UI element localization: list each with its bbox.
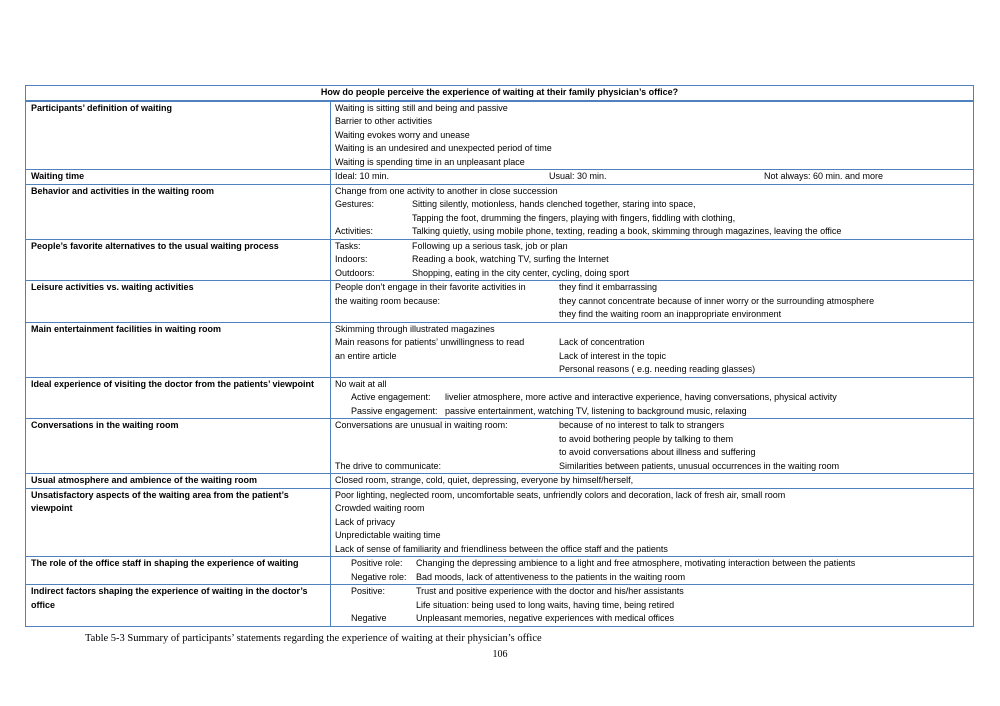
cell-text: an entire article xyxy=(335,350,397,361)
cell-text: Tapping the foot, drumming the fingers, playing with fingers, fiddling with clothing, xyxy=(412,212,736,223)
cell-text: Personal reasons ( e.g. needing reading glasses) xyxy=(559,364,756,374)
cell-text: No wait at all xyxy=(335,378,387,389)
table-row-alternatives xyxy=(26,239,973,281)
two-column-block xyxy=(335,281,969,322)
cell-text: they cannot concentrate because of inner worry or the surrounding atmosphere xyxy=(559,295,875,306)
cell-text: Life situation: being used to long waits, having time, being retired xyxy=(416,599,675,610)
sub-label: Negative role: xyxy=(351,571,407,582)
cell-text: Crowded waiting room xyxy=(335,503,425,513)
cell-line xyxy=(335,212,969,226)
row-content xyxy=(331,474,973,488)
cell-text: Usual: 30 min. xyxy=(549,171,607,181)
sub-label: Tasks: xyxy=(335,240,361,251)
cell-line xyxy=(335,571,969,585)
row-content xyxy=(331,585,973,626)
cell-line xyxy=(335,253,969,267)
right-subcolumn xyxy=(559,419,969,460)
summary-table xyxy=(25,85,974,627)
row-content xyxy=(331,489,973,557)
cell-text: to avoid conversations about illness and suffering xyxy=(559,447,756,457)
table-row-staff-role xyxy=(26,556,973,584)
cell-text: Similarities between patients, unusual occurrences in the waiting room xyxy=(559,460,840,471)
cell-text: Change from one activity to another in close succession xyxy=(335,185,558,196)
cell-line xyxy=(335,612,969,626)
row-label: Ideal experience of visiting the doctor from the patients’ viewpoint xyxy=(26,378,331,419)
cell-line xyxy=(335,599,969,613)
sub-label: Indoors: xyxy=(335,254,368,264)
cell-text: The drive to communicate: xyxy=(335,460,442,471)
sub-label: Gestures: xyxy=(335,199,375,209)
cell-text: because of no interest to talk to strangers xyxy=(559,420,725,430)
row-label: Behavior and activities in the waiting room xyxy=(26,185,331,239)
sub-label: Outdoors: xyxy=(335,267,375,278)
cell-text: Lack of concentration xyxy=(559,337,645,347)
row-content xyxy=(331,323,973,377)
sub-label: Negative xyxy=(351,613,387,623)
cell-text: Skimming through illustrated magazines xyxy=(335,323,495,334)
row-content xyxy=(331,102,973,170)
table-row-unsatisfactory xyxy=(26,488,973,557)
row-content xyxy=(331,170,973,184)
two-column-block xyxy=(335,460,969,474)
table-row-definition xyxy=(26,101,973,170)
row-content xyxy=(331,557,973,584)
cell-line xyxy=(335,557,969,571)
table-row-ideal-experience xyxy=(26,377,973,419)
row-content xyxy=(331,281,973,322)
table-header-row xyxy=(26,86,973,101)
cell-text: Waiting is sitting still and being and passive xyxy=(335,102,508,113)
table-row-leisure xyxy=(26,280,973,322)
cell-text: Changing the depressing ambience to a light and free atmosphere, motivating interaction between the patients xyxy=(416,558,856,568)
row-label: Leisure activities vs. waiting activities xyxy=(26,281,331,322)
cell-line xyxy=(335,585,969,599)
row-label: Main entertainment facilities in waiting room xyxy=(26,323,331,377)
table-row-waiting-time xyxy=(26,169,973,184)
cell-text: Sitting silently, motionless, hands clenched together, staring into space, xyxy=(412,199,696,209)
row-label: Usual atmosphere and ambience of the waiting room xyxy=(26,474,331,488)
sub-label: Active engagement: xyxy=(351,392,431,402)
cell-text: Ideal: 10 min. xyxy=(335,171,390,181)
cell-text: Main reasons for patients’ unwillingness to read xyxy=(335,337,525,347)
table-row-atmosphere xyxy=(26,473,973,488)
right-subcolumn xyxy=(559,281,969,322)
left-subcolumn xyxy=(335,281,559,322)
cell-line xyxy=(335,391,969,405)
cell-text: livelier atmosphere, more active and interactive experience, having conversations, physical activity xyxy=(445,392,837,402)
cell-text: Poor lighting, neglected room, uncomfortable seats, unfriendly colors and decoration, lack of fresh air, small room xyxy=(335,489,786,500)
cell-text: to avoid bothering people by talking to them xyxy=(559,433,734,444)
cell-text: Following up a serious task, job or plan xyxy=(412,240,568,251)
cell-text: the waiting room because: xyxy=(335,295,441,306)
cell-text: passive entertainment, watching TV, listening to background music, relaxing xyxy=(445,405,747,416)
left-subcolumn xyxy=(335,419,559,460)
two-column-block xyxy=(335,419,969,460)
sub-label: Positive role: xyxy=(351,558,403,568)
table-title: How do people perceive the experience of waiting at their family physician’s office? xyxy=(320,87,679,97)
cell-text: Shopping, eating in the city center, cycling, doing sport xyxy=(412,267,630,278)
sub-label-spacer xyxy=(351,599,416,613)
left-subcolumn xyxy=(335,460,559,474)
cell-line xyxy=(335,170,969,184)
cell-text: they find the waiting room an inappropriate environment xyxy=(559,309,782,319)
row-label: The role of the office staff in shaping the experience of waiting xyxy=(26,557,331,584)
right-subcolumn xyxy=(559,460,969,474)
cell-text: Lack of sense of familiarity and friendliness between the office staff and the patients xyxy=(335,543,668,554)
left-subcolumn xyxy=(335,336,559,377)
cell-text: Unpredictable waiting time xyxy=(335,530,441,540)
cell-text: Waiting evokes worry and unease xyxy=(335,129,470,140)
sub-label: Positive: xyxy=(351,586,386,596)
two-column-block xyxy=(335,336,969,377)
row-label: Unsatisfactory aspects of the waiting area from the patient’s viewpoint xyxy=(26,489,331,557)
cell-line xyxy=(335,198,969,212)
table-caption: Table 5-3 Summary of participants’ statements regarding the experience of waiting at their physician’s office xyxy=(85,633,542,644)
cell-line xyxy=(335,405,969,419)
sub-label: Passive engagement: xyxy=(351,405,438,416)
right-subcolumn xyxy=(559,336,969,377)
page-number: 106 xyxy=(492,649,508,660)
cell-text: Bad moods, lack of attentiveness to the patients in the waiting room xyxy=(416,571,686,582)
table-row-behavior xyxy=(26,184,973,239)
cell-text: Lack of privacy xyxy=(335,516,396,527)
cell-text: Unpleasant memories, negative experiences with medical offices xyxy=(416,613,674,623)
cell-text: Talking quietly, using mobile phone, texting, reading a book, skimming through magazines, leaving the office xyxy=(412,226,842,236)
sub-label: Activities: xyxy=(335,226,374,236)
cell-text: Closed room, strange, cold, quiet, depressing, everyone by himself/herself, xyxy=(335,475,634,485)
row-content xyxy=(331,419,973,473)
cell-text: Waiting is an undesired and unexpected period of time xyxy=(335,143,552,153)
table-row-indirect xyxy=(26,584,973,626)
row-label: People’s favorite alternatives to the usual waiting process xyxy=(26,240,331,281)
cell-line xyxy=(335,240,969,254)
sub-label-spacer xyxy=(335,212,412,226)
cell-text: Trust and positive experience with the doctor and his/her assistants xyxy=(416,586,684,596)
row-content xyxy=(331,378,973,419)
cell-text: Waiting is spending time in an unpleasant place xyxy=(335,156,525,167)
cell-text: Conversations are unusual in waiting room: xyxy=(335,420,508,430)
cell-text: Not always: 60 min. and more xyxy=(764,171,884,181)
row-label: Waiting time xyxy=(26,170,331,184)
cell-text: Barrier to other activities xyxy=(335,116,433,126)
row-label: Conversations in the waiting room xyxy=(26,419,331,473)
cell-text: Reading a book, watching TV, surfing the Internet xyxy=(412,254,609,264)
row-content xyxy=(331,240,973,281)
cell-text: they find it embarrassing xyxy=(559,282,658,292)
row-label: Participants’ definition of waiting xyxy=(26,102,331,170)
cell-text: Lack of interest in the topic xyxy=(559,350,667,361)
cell-line xyxy=(335,225,969,239)
row-label: Indirect factors shaping the experience of waiting in the doctor’s office xyxy=(26,585,331,626)
table-row-conversations xyxy=(26,418,973,473)
table-row-entertainment xyxy=(26,322,973,377)
row-content xyxy=(331,185,973,239)
cell-line xyxy=(335,267,969,281)
cell-text: People don’t engage in their favorite activities in xyxy=(335,282,526,292)
